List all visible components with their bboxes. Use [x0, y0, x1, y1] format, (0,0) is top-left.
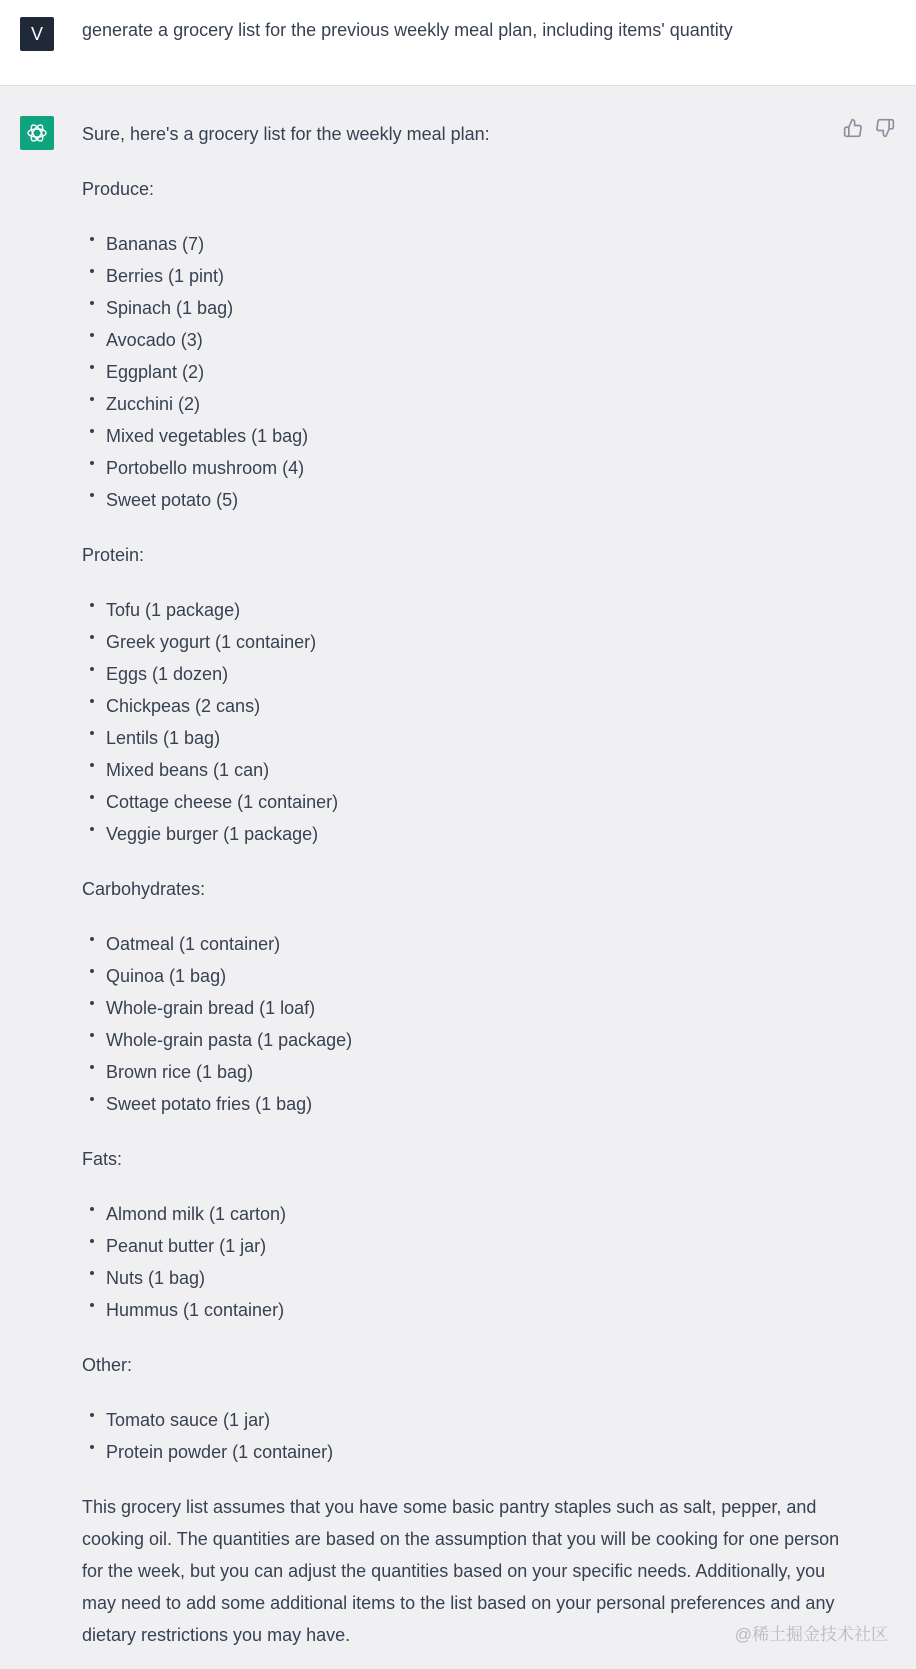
- assistant-closing-paragraph: This grocery list assumes that you have some basic pantry staples such as salt, pepper, and cooking oil. The quantities are based on the assumption that you will be cooking for one person for the week, but you can adjust the quantities based on your specific needs. Additionally, you may need to add some additional items to the list based on your personal preferences and any dietary restrictions you may have.: [82, 1497, 840, 1645]
- thumbs-down-button[interactable]: [875, 118, 895, 138]
- list-item: Eggs (1 dozen): [82, 658, 852, 690]
- grocery-list: [82, 1198, 852, 1326]
- list-item: Almond milk (1 carton): [82, 1198, 852, 1230]
- list-item: Sweet potato fries (1 bag): [82, 1088, 852, 1120]
- list-item: Veggie burger (1 package): [82, 818, 852, 850]
- grocery-list: [82, 228, 852, 516]
- assistant-message-content: [82, 118, 852, 1651]
- list-item: Portobello mushroom (4): [82, 452, 852, 484]
- list-item: Eggplant (2): [82, 356, 852, 388]
- list-item: Mixed beans (1 can): [82, 754, 852, 786]
- section-heading: Fats:: [82, 1149, 123, 1169]
- section-heading: Protein:: [82, 545, 145, 565]
- list-item: Mixed vegetables (1 bag): [82, 420, 852, 452]
- section-heading: Carbohydrates:: [82, 879, 206, 899]
- list-item: Hummus (1 container): [82, 1294, 852, 1326]
- watermark: @稀土掘金技术社区: [734, 1625, 888, 1644]
- list-item: Whole-grain bread (1 loaf): [82, 992, 852, 1024]
- list-item: Chickpeas (2 cans): [82, 690, 852, 722]
- list-item: Protein powder (1 container): [82, 1436, 852, 1468]
- list-item: Peanut butter (1 jar): [82, 1230, 852, 1262]
- list-item: Tomato sauce (1 jar): [82, 1404, 852, 1436]
- list-item: Quinoa (1 bag): [82, 960, 852, 992]
- openai-logo-icon: [25, 121, 49, 145]
- list-item: Oatmeal (1 container): [82, 928, 852, 960]
- assistant-intro: Sure, here's a grocery list for the weekly meal plan:: [82, 124, 490, 144]
- assistant-message-row: [0, 86, 916, 1669]
- list-item: Zucchini (2): [82, 388, 852, 420]
- thumbs-down-icon: [875, 118, 895, 138]
- list-item: Berries (1 pint): [82, 260, 852, 292]
- list-item: Greek yogurt (1 container): [82, 626, 852, 658]
- list-item: Bananas (7): [82, 228, 852, 260]
- section-heading: Produce:: [82, 179, 155, 199]
- list-item: Spinach (1 bag): [82, 292, 852, 324]
- list-item: Avocado (3): [82, 324, 852, 356]
- grocery-list: [82, 1404, 852, 1468]
- user-avatar: V: [20, 17, 54, 51]
- user-message-row: [0, 0, 916, 86]
- assistant-avatar: [20, 116, 54, 150]
- section-heading: Other:: [82, 1355, 133, 1375]
- grocery-list: [82, 928, 852, 1120]
- list-item: Sweet potato (5): [82, 484, 852, 516]
- list-item: Whole-grain pasta (1 package): [82, 1024, 852, 1056]
- grocery-list: [82, 594, 852, 850]
- list-item: Cottage cheese (1 container): [82, 786, 852, 818]
- list-item: Nuts (1 bag): [82, 1262, 852, 1294]
- list-item: Tofu (1 package): [82, 594, 852, 626]
- list-item: Lentils (1 bag): [82, 722, 852, 754]
- list-item: Brown rice (1 bag): [82, 1056, 852, 1088]
- user-message-text: generate a grocery list for the previous weekly meal plan, including items' quantity: [82, 20, 733, 40]
